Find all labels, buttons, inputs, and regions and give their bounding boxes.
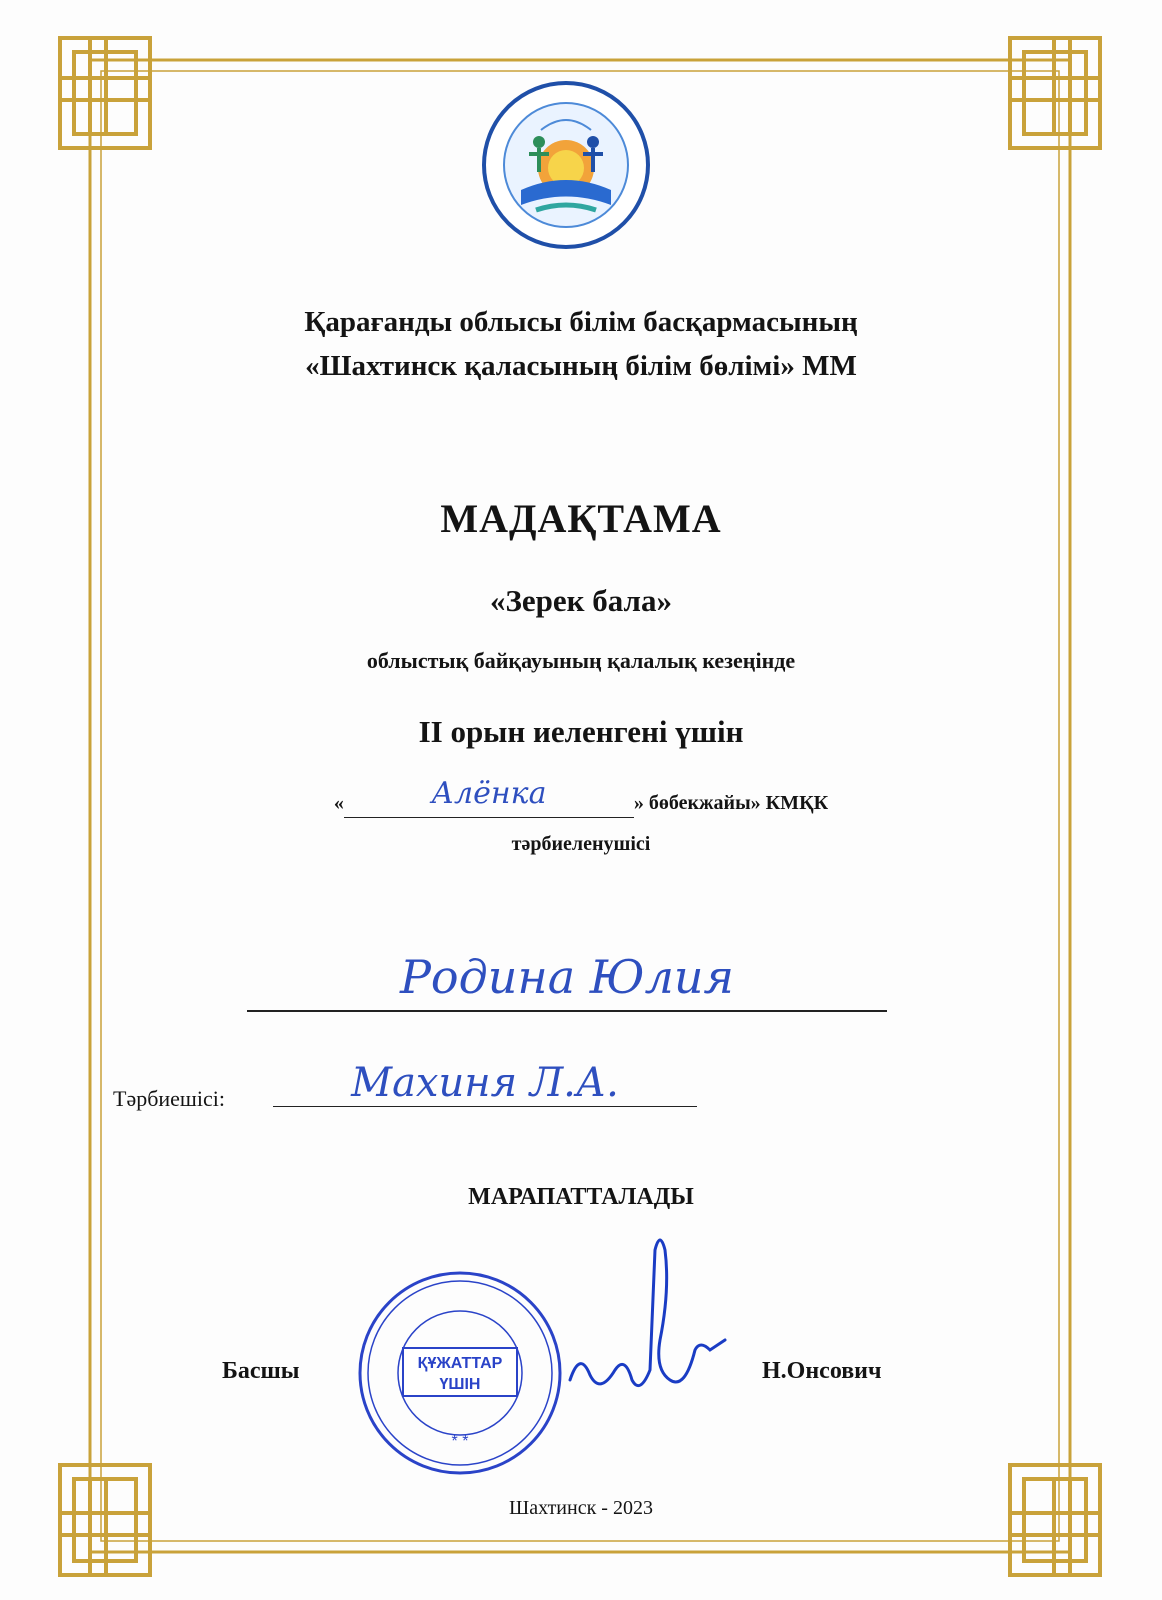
svg-text:* *: * * xyxy=(451,1433,469,1450)
official-stamp xyxy=(355,1268,565,1478)
education-department-logo xyxy=(481,80,651,250)
stamp-center-line-1: ҚҰЖАТТАР xyxy=(417,1355,503,1372)
institution-suffix: » бөбекжайы» КМҚК xyxy=(633,792,829,814)
recipient-role: тәрбиеленушісі xyxy=(511,833,651,855)
document-title: МАДАҚТАМА xyxy=(440,496,722,541)
recipient-handwritten-name: Родина Юлия xyxy=(399,950,735,1004)
teacher-handwritten-name: Махиня Л.А. xyxy=(351,1060,619,1106)
institution-line xyxy=(0,776,1162,818)
organization-heading xyxy=(0,300,1162,388)
organization-line-1: Қарағанды облысы білім басқармасының xyxy=(304,306,858,338)
stamp-center-line-2: ҮШІН xyxy=(439,1376,481,1393)
signatory-name: Н.Онсович xyxy=(762,1358,882,1384)
recipient-name-line xyxy=(247,1010,887,1012)
event-name: «Зерек бала» xyxy=(490,583,672,618)
teacher-label: Тәрбиешісі: xyxy=(113,1086,225,1111)
organization-line-2: «Шахтинск қаласының білім бөлімі» ММ xyxy=(305,350,857,382)
signatory-role: Басшы xyxy=(222,1358,300,1384)
teacher-name-line xyxy=(273,1106,697,1107)
handwritten-signature xyxy=(560,1230,730,1420)
footer-city-year: Шахтинск - 2023 xyxy=(509,1497,653,1519)
institution-blank xyxy=(344,776,634,818)
award-place: ІІ орын иеленгені үшін xyxy=(418,714,744,749)
awarded-text: МАРАПАТТАЛАДЫ xyxy=(468,1184,694,1210)
event-stage: облыстық байқауының қалалық кезеңінде xyxy=(366,648,796,673)
institution-handwritten-name: Алёнка xyxy=(431,776,547,811)
institution-open-quote: « xyxy=(333,792,344,814)
